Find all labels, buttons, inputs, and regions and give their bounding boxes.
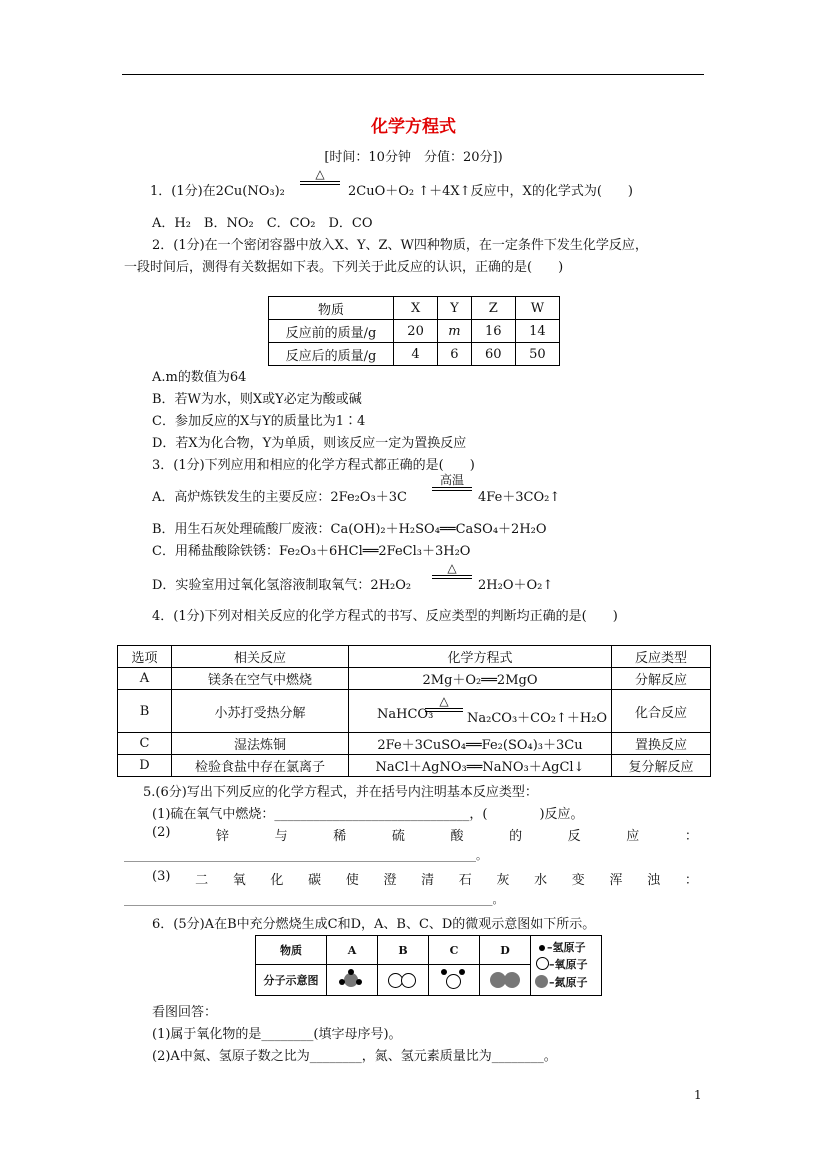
table-cell: D: [118, 755, 172, 777]
q4-stem: 4．(1分)下列对相关反应的化学方程式的书写、反应类型的判断均正确的是( ): [152, 609, 618, 624]
table-cell: 复分解反应: [612, 755, 711, 777]
table-row: [256, 936, 602, 965]
q3-option-a-post: 4Fe＋3CO₂↑: [478, 490, 561, 505]
table-cell: B: [118, 690, 172, 733]
oxygen-atom-icon: [536, 957, 549, 970]
table-cell: A: [327, 936, 378, 965]
table-cell: 16: [471, 320, 515, 343]
q1-condition-arrow: [300, 168, 340, 185]
molecule-b-cell: [378, 965, 429, 996]
q5-l3-char: 化: [270, 873, 284, 888]
q5-l2-char: 锌: [216, 829, 230, 844]
q3-option-d-pre: D．实验室用过氧化氢溶液制取氧气：2H₂O₂: [152, 578, 412, 593]
nitrogen-atom-icon: [535, 975, 548, 988]
q5-l3-char: 变: [571, 873, 585, 888]
table-cell: 反应后的质量/g: [269, 343, 394, 366]
q5-l3-char: 水: [534, 873, 548, 888]
q1-stem-post: 2CuO＋O₂ ↑＋4X↑反应中，X的化学式为( ): [348, 184, 633, 199]
page-title: 化学方程式: [371, 117, 456, 137]
q5-l3-char: 石: [458, 873, 472, 888]
q6-table: [255, 935, 602, 996]
q1-stem-pre: 1．(1分)在2Cu(NO₃)₂: [150, 184, 285, 199]
table-cell: Z: [471, 297, 515, 320]
table-cell: 60: [471, 343, 515, 366]
q5-line3-text: [152, 869, 698, 888]
table-row: [118, 690, 711, 733]
table-cell: 50: [515, 343, 559, 366]
q6-stem: 6．(5分)A在B中充分燃烧生成C和D，A、B、C、D的微观示意图如下所示。: [152, 917, 596, 932]
molecule-a-cell: [327, 965, 378, 996]
table-cell: 相关反应: [172, 646, 349, 668]
molecule-c-cell: [429, 965, 480, 996]
page-subtitle: [时间：10分钟 分值：20分]): [324, 150, 503, 165]
q5-l2-char: 酸: [450, 829, 464, 844]
q6-look: 看图回答：: [152, 1005, 218, 1020]
q4-b-eq-post: Na₂CO₃＋CO₂↑＋H₂O: [467, 711, 608, 726]
table-cell: 反应前的质量/g: [269, 320, 394, 343]
q4-b-condition-arrow: [425, 695, 463, 712]
q5-l2-char: ：: [684, 829, 698, 844]
q5-l2-char: 稀: [333, 829, 347, 844]
q5-l3-char: (3): [152, 869, 171, 884]
q3-a-condition-arrow: [432, 474, 472, 491]
q1-condition: △: [315, 167, 325, 181]
q6-sub1: (1)属于氧化物的是________(填字母序号)。: [152, 1027, 402, 1042]
q5-line2-blank: ________________________________________________________________。: [124, 849, 487, 862]
q5-l3-char: 浊: [647, 873, 661, 888]
table-cell: B: [378, 936, 429, 965]
table-cell: m: [438, 320, 472, 343]
page-number: 1: [694, 1088, 702, 1102]
table-cell: 分解反应: [612, 668, 711, 690]
table-cell: C: [118, 733, 172, 755]
q4-b-eq-pre: NaHCO₃: [377, 707, 434, 722]
q3-d-condition: △: [447, 561, 457, 575]
table-row: [118, 733, 711, 755]
q2-line2: 一段时间后，测得有关数据如下表。下列关于此反应的认识，正确的是( ): [124, 260, 564, 275]
q5-l2-char: 应: [626, 829, 640, 844]
table-row: [118, 668, 711, 690]
q2-option-a: A.m的数值为64: [152, 370, 247, 385]
q5-stem: 5.(6分)写出下列反应的化学方程式，并在括号内注明基本反应类型：: [143, 785, 538, 800]
molecule-d-cell: [480, 965, 531, 996]
hydrogen-atom-icon: [539, 945, 545, 951]
table-cell: C: [429, 936, 480, 965]
q5-l3-char: 使: [345, 873, 359, 888]
q3-d-condition-arrow: [432, 562, 472, 579]
q5-l2-char: 反: [567, 829, 581, 844]
table-cell: 检验食盐中存在氯离子: [172, 755, 349, 777]
table-cell: 小苏打受热分解: [172, 690, 349, 733]
table-cell: 湿法炼铜: [172, 733, 349, 755]
table-cell: Y: [438, 297, 472, 320]
table-cell: 20: [394, 320, 438, 343]
q3-a-condition: 高温: [439, 473, 464, 487]
q2-option-c: C．参加反应的X与Y的质量比为1∶4: [152, 414, 366, 429]
table-cell: 分子示意图: [256, 965, 327, 996]
q5-l3-char: 浑: [609, 873, 623, 888]
q5-l2-char: 与: [274, 829, 288, 844]
table-cell: 置换反应: [612, 733, 711, 755]
table-cell: 2Fe＋3CuSO₄══Fe₂(SO₄)₃＋3Cu: [349, 733, 612, 755]
table-cell: X: [394, 297, 438, 320]
q5-l2-char: 的: [509, 829, 523, 844]
molecule-b-icon: [378, 965, 428, 995]
q3-option-d-post: 2H₂O＋O₂↑: [478, 578, 554, 593]
table-cell: 化学方程式: [349, 646, 612, 668]
molecule-c-icon: [429, 965, 479, 995]
q4-b-condition: △: [439, 694, 449, 708]
q5-l3-char: 清: [421, 873, 435, 888]
table-cell: 反应类型: [612, 646, 711, 668]
table-cell: W: [515, 297, 559, 320]
q5-line2-text: [152, 825, 698, 844]
q3-option-a-pre: A．高炉炼铁发生的主要反应：2Fe₂O₃＋3C: [152, 490, 407, 505]
legend-h: –氢原子: [547, 940, 586, 954]
legend-cell: [531, 936, 602, 996]
q5-l2-char: (2): [152, 825, 171, 840]
table-cell: 镁条在空气中燃烧: [172, 668, 349, 690]
molecule-a-icon: [327, 965, 377, 995]
table-cell: 物质: [269, 297, 394, 320]
table-row: [118, 646, 711, 668]
q5-line1: (1)硫在氧气中燃烧：______________________________，( )反应。: [152, 807, 584, 822]
table-cell: 化合反应: [612, 690, 711, 733]
q3-stem: 3．(1分)下列应用和相应的化学方程式都正确的是( ): [152, 458, 475, 473]
q6-sub2: (2)A中氮、氢原子数之比为________，氮、氢元素质量比为________。: [152, 1049, 557, 1064]
table-cell: 4: [394, 343, 438, 366]
q4-table: [117, 645, 711, 777]
table-cell: D: [480, 936, 531, 965]
q5-l3-char: 二: [195, 873, 209, 888]
table-cell: A: [118, 668, 172, 690]
table-cell: [349, 690, 612, 733]
table-cell: 选项: [118, 646, 172, 668]
table-cell: 物质: [256, 936, 327, 965]
q2-table: [268, 296, 560, 366]
q5-l3-char: 澄: [383, 873, 397, 888]
q5-l3-char: 氧: [232, 873, 246, 888]
q5-l2-char: 硫: [391, 829, 405, 844]
table-row: [269, 343, 560, 366]
header-rule: [122, 74, 704, 75]
q1-options: A．H₂ B．NO₂ C．CO₂ D．CO: [152, 216, 373, 231]
q2-option-d: D．若X为化合物，Y为单质，则该反应一定为置换反应: [152, 436, 467, 451]
q5-l3-char: 碳: [308, 873, 322, 888]
molecule-d-icon: [480, 965, 530, 995]
q3-option-b: B．用生石灰处理硫酸厂废液：Ca(OH)₂＋H₂SO₄══CaSO₄＋2H₂O: [152, 522, 547, 537]
q5-l3-char: 灰: [496, 873, 510, 888]
table-cell: NaCl＋AgNO₃══NaNO₃＋AgCl↓: [349, 755, 612, 777]
q5-l3-char: ：: [684, 873, 698, 888]
q2-option-b: B．若W为水，则X或Y必定为酸或碱: [152, 392, 362, 407]
table-cell: 2Mg＋O₂══2MgO: [349, 668, 612, 690]
q2-line1: 2．(1分)在一个密闭容器中放入X、Y、Z、W四种物质，在一定条件下发生化学反应，: [152, 238, 648, 253]
legend-o: –氧原子: [549, 957, 588, 971]
table-row: [269, 320, 560, 343]
table-row: [269, 297, 560, 320]
table-cell: 14: [515, 320, 559, 343]
table-row: [118, 755, 711, 777]
table-cell: 6: [438, 343, 472, 366]
legend-n: –氮原子: [549, 975, 588, 989]
q5-line3-blank: ___________________________________________________________________。: [124, 893, 504, 906]
q3-option-c: C．用稀盐酸除铁锈：Fe₂O₃＋6HCl══2FeCl₃＋3H₂O: [152, 544, 471, 559]
